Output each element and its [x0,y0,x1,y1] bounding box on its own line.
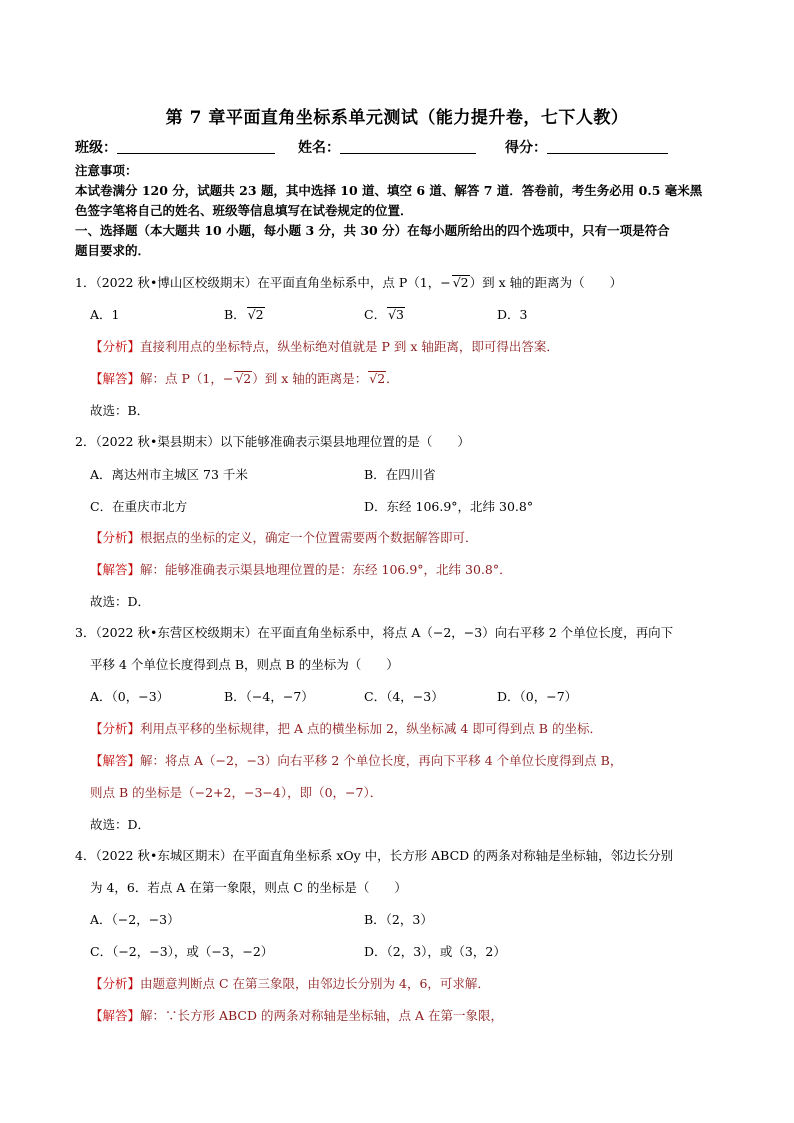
q2-answer [90,560,512,578]
q1-option-b-radicand: 2 [255,307,264,322]
q1-answer-radical-2: √2 [369,371,386,386]
answer-tag: 【解答】 [90,753,141,768]
q2-option-b: B．在四川省 [364,467,436,482]
q1-option-c [364,305,405,323]
q2-option-a: A．离达州市主城区 73 千米 [90,467,248,482]
q3-stem-line-1: 3．（2022 秋•东营区校级期末）在平面直角坐标系中，将点 A（−2，−3）向右平移 2 个单位长度，再向下 [75,625,674,640]
answer-tag: 【解答】 [90,371,141,386]
q4-answer-text: 解：∵长方形 ABCD 的两条对称轴是坐标轴，点 A 在第一象限， [140,1008,503,1023]
q3-analysis [90,719,602,737]
analysis-tag: 【分析】 [90,976,141,991]
score-field [505,137,668,157]
q1-answer [90,369,399,387]
q1-answer-radical: √2 [235,371,252,386]
name-blank[interactable] [340,139,476,154]
q3-answer-text: 解：将点 A（−2，−3）向右平移 2 个单位长度，再向下平移 4 个单位长度得到点 B， [140,753,623,768]
page-title: 第 7 章平面直角坐标系单元测试（能力提升卷，七下人教） [165,108,629,128]
q3-analysis-text: 利用点平移的坐标规律，把 A 点的横坐标加 2，纵坐标减 4 即可得到点 B 的坐标． [140,721,602,736]
q1-stem-text: 1．（2022 秋•博山区校级期末）在平面直角坐标系中，点 P（1，− [75,275,451,290]
q1-option-b-prefix: B． [224,307,246,322]
q3-answer-line-2: 则点 B 的坐标是（−2+2，−3−4），即（0，−7）． [90,785,383,800]
q4-answer [90,1006,503,1024]
q4-option-a: A．（−2，−3） [90,912,180,927]
q1-option-b-radical: √2 [247,307,264,322]
score-blank[interactable] [547,139,668,154]
answer-tag: 【解答】 [90,562,141,577]
q1-option-c-prefix: C． [364,307,387,322]
q1-answer-text: 解：点 P（1，− [140,371,234,386]
q3-option-a: A．（0，−3） [90,689,170,704]
analysis-tag: 【分析】 [90,721,141,736]
q3-stem-line-2: 平移 4 个单位长度得到点 B，则点 B 的坐标为（ ） [90,657,399,672]
q4-option-c: C．（−2，−3），或（−3，−2） [90,944,274,959]
q1-option-c-radical: √3 [388,307,404,322]
q1-answer-text-3: ． [386,371,399,386]
q1-answer-radicand: 2 [243,371,252,386]
q2-answer-text: 解：能够准确表示渠县地理位置的是：东经 106.9°，北纬 30.8°． [140,562,512,577]
q1-analysis [90,337,559,355]
q3-option-c: C．（4，−3） [364,689,444,704]
q2-choice: 故选：D． [90,594,151,609]
notes-line-2: 色签字笔将自己的姓名、班级等信息填写在试卷规定的位置． [75,203,413,218]
name-label: 姓名： [298,140,340,156]
q2-option-c: C．在重庆市北方 [90,499,188,514]
q4-option-b: B．（2，3） [364,912,433,927]
score-label: 得分： [505,140,547,156]
q4-stem-line-2: 为 4，6．若点 A 在第一象限，则点 C 的坐标是（ ） [90,880,407,895]
q1-option-d: D．3 [497,307,528,322]
q2-stem: 2．（2022 秋•渠县期末）以下能够准确表示渠县地理位置的是（ ） [75,434,470,449]
q1-analysis-text: 直接利用点的坐标特点，纵坐标绝对值就是 P 到 x 轴距离，即可得出答案． [140,339,559,354]
q1-option-c-radicand: 3 [396,307,404,322]
q2-option-d: D．东经 106.9°，北纬 30.8° [364,499,534,514]
q1-option-a: A．1 [90,307,120,322]
notes-line-1: 本试卷满分 120 分，试题共 23 题，其中选择 10 道、填空 6 道、解答 7 道．答卷前，考生务必用 0.5 毫米黑 [75,183,703,198]
q1-answer-text-2: ）到 x 轴的距离是： [252,371,368,386]
q1-answer-radicand-2: 2 [377,371,386,386]
q1-choice: 故选：B． [90,403,150,418]
q3-answer-line-1 [90,751,622,769]
section-line-2: 题目要求的． [75,243,151,258]
q3-choice-text: 故选：D． [90,817,151,832]
class-field [75,137,275,157]
q4-stem-line-1: 4．（2022 秋•东城区期末）在平面直角坐标系 xOy 中，长方形 ABCD 的两条对称轴是坐标轴，邻边长分别 [75,848,674,863]
q4-analysis [90,974,490,992]
q3-option-d: D．（0，−7） [497,689,578,704]
analysis-tag: 【分析】 [90,339,141,354]
q1-radicand: 2 [460,275,469,290]
q3-choice [90,815,150,833]
class-blank[interactable] [117,139,275,154]
class-label: 班级： [75,140,117,156]
notes-heading: 注意事项： [75,163,138,178]
q4-analysis-text: 由题意判断点 C 在第三象限，由邻边长分别为 4，6，可求解． [140,976,490,991]
q1-stem-text-2: ）到 x 轴的距离为（ ） [469,275,623,290]
q4-option-d: D．（2，3），或（3，2） [364,944,506,959]
name-field [298,137,476,157]
analysis-tag: 【分析】 [90,530,141,545]
q2-analysis [90,528,478,546]
answer-tag: 【解答】 [90,1008,141,1023]
q1-option-b [224,305,265,323]
q1-radical: √2 [452,275,469,290]
q1-stem [75,273,622,291]
q2-analysis-text: 根据点的坐标的定义，确定一个位置需要两个数据解答即可． [140,530,478,545]
q3-option-b: B．（−4，−7） [224,689,314,704]
section-line-1: 一、选择题（本大题共 10 小题，每小题 3 分，共 30 分）在每小题所给出的四个选项中，只有一项是符合 [75,223,670,238]
